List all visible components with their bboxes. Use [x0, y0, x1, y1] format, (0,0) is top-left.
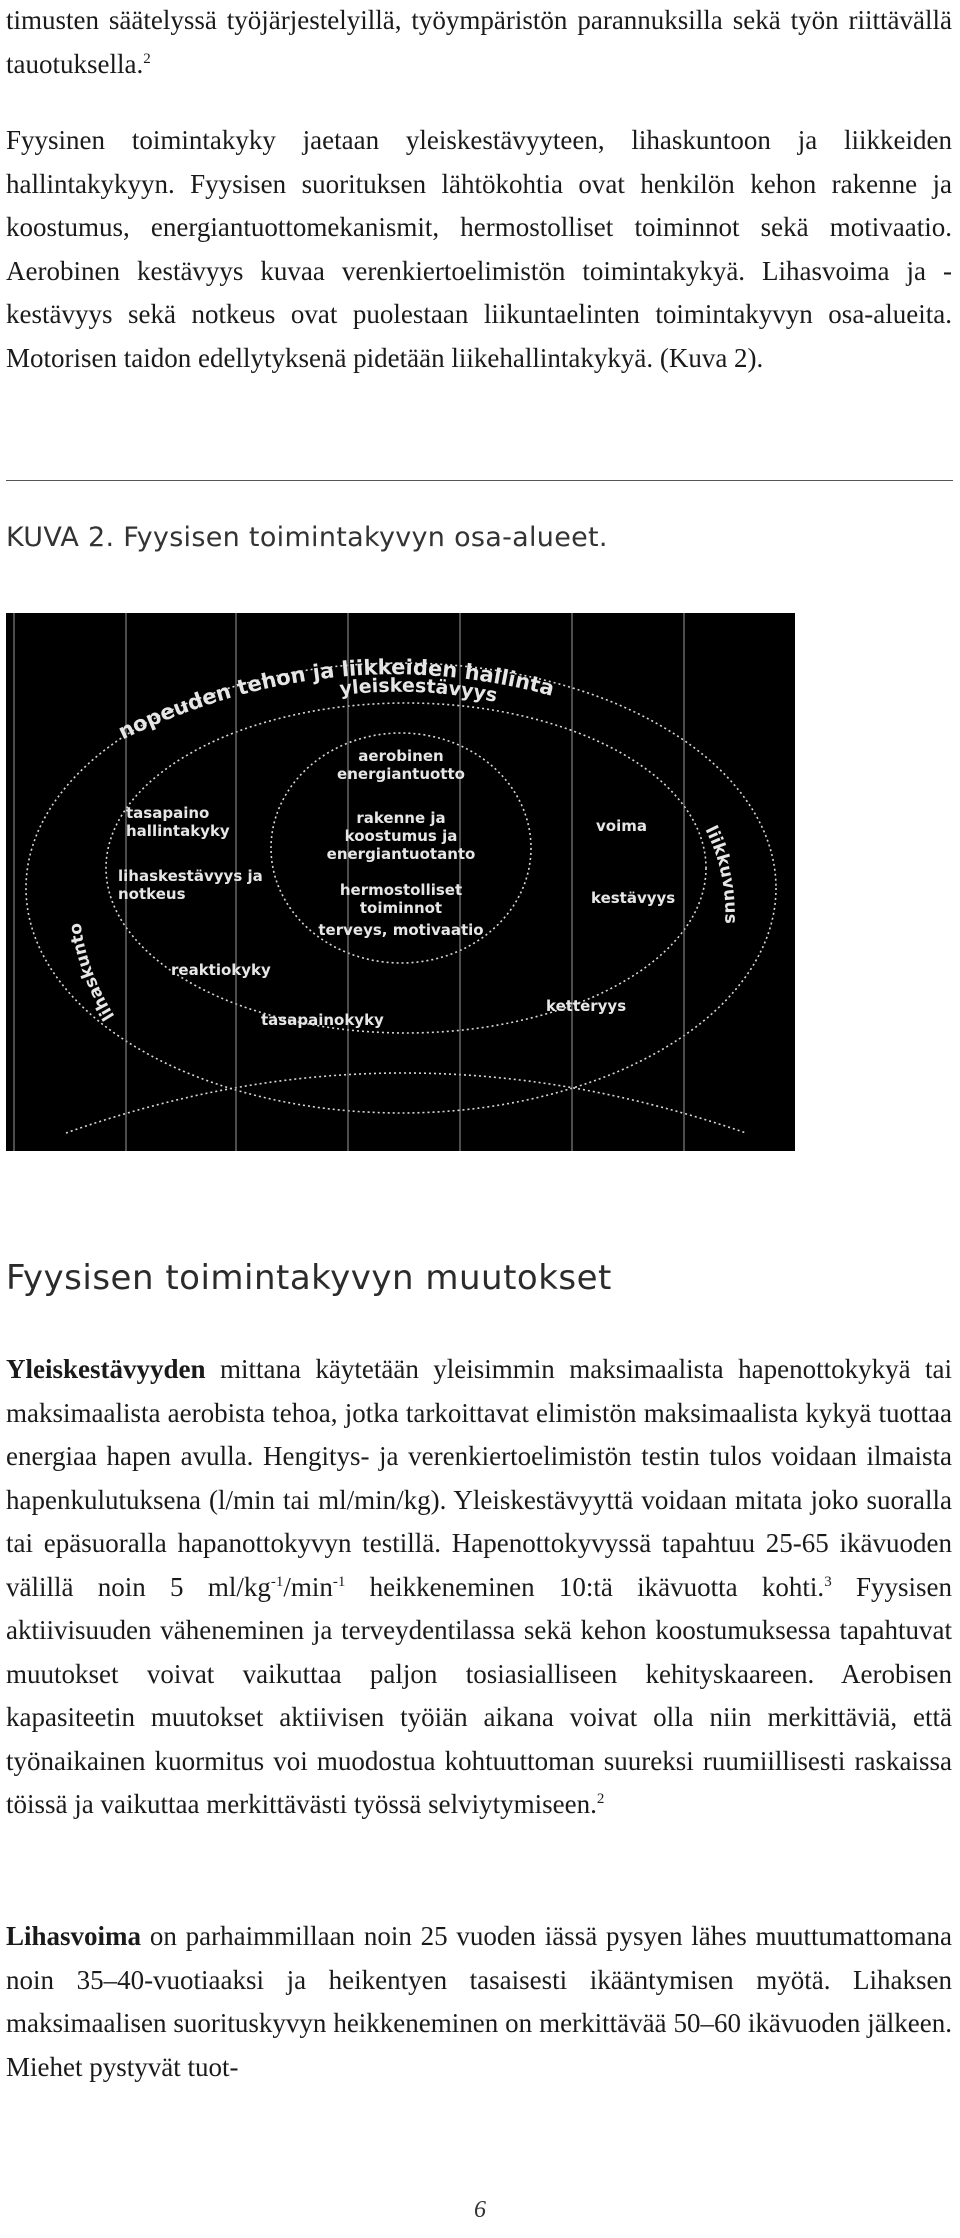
bottom-label: tasapainokyky: [261, 1011, 384, 1029]
core-line: aerobinen: [358, 747, 444, 765]
footnote-ref: 2: [596, 1791, 605, 1807]
right-label: kestävyys: [591, 889, 676, 907]
core-line: rakenne ja: [356, 809, 446, 827]
bottom-label: ketteryys: [546, 997, 627, 1015]
left-label: notkeus: [118, 885, 186, 903]
core-line: terveys, motivaatio: [318, 921, 484, 939]
footnote-ref: 3: [824, 1573, 832, 1590]
right-arc-label: liikkuvuus: [700, 822, 741, 925]
paragraph-lihasvoima: Lihasvoima on parhaimmillaan noin 25 vuoden iässä pysyen lähes muuttumattomana noin 35–40-vuotiaaksi ja heikentyen tasaisesti ikääntymisen myötä. Lihaksen maksimaalisen suorituskyvyn heikkeneminen on merkittävää 50–60 ikävuoden jälkeen. Miehet pystyvät tuot-: [6, 1921, 952, 2082]
bottom-label: reaktiokyky: [171, 961, 271, 979]
figure-diagram: [6, 613, 795, 1151]
left-label: lihaskestävyys ja: [118, 867, 263, 885]
horizontal-rule: [6, 480, 953, 481]
paragraph-yleiskestavyys: Yleiskestävyyden mittana käytetään yleisimmin maksimaalista hapenottokykyä tai maksimaalista aerobista tehoa, jotka tarkoittavat elimistön maksimaalista kykyä tuottaa energiaa hapen avulla. Hengitys- ja verenkiertoelimistön testin tulos voidaan ilmaista hapenkulutuksena (l/min tai ml/min/kg). Yleiskestävyyttä voidaan mitata joko suoralla tai epäsuoralla hapanottokyvyn testillä. Hapenottokyvyssä tapahtuu 25-65 ikävuoden välillä noin 5 $ml/kg^{-1}/\min^{-1}$ heikkeneminen 10:tä ikävuotta kohti.$^3$ Fyysisen aktiivisuuden väheneminen ja terveydentilassa sekä kehon koostumuksessa tapahtuvat muutokset voivat vaikuttaa paljon tosiasialliseen kehityskaareen. Aerobisen kapasiteetin muutokset aktiivisen työiän aikana voivat olla niin merkittäviä, että työnaikainen kuormitus voi muodostua kohtuuttoman suureksi ruumiillisesti raskaissa töissä ja vaikuttaa merkittävästi työssä selviytymiseen.$^2$: [6, 1354, 952, 1819]
left-arc-label: lihaskunto: [65, 921, 120, 1025]
outer-arc-label: nopeuden tehon ja liikkeiden hallinta: [114, 655, 557, 745]
left-label: hallintakyky: [126, 822, 230, 840]
term-lihasvoima: Lihasvoima: [6, 1921, 142, 1951]
page-number: 6: [474, 2197, 486, 2223]
left-label: tasapaino: [126, 804, 210, 822]
core-line: hermostolliset: [339, 881, 463, 899]
core-line: energiantuotto: [337, 765, 465, 783]
intro-paragraph: Fyysinen toimintakyky jaetaan yleiskestävyyteen, lihaskuntoon ja liikkeiden hallintakykyyn. Fyysisen suorituksen lähtökohtia ovat henkilön kehon rakenne ja koostumus, energiantuottomekanismit, hermostolliset toiminnot sekä motivaatio. Aerobinen kestävyys kuvaa verenkiertoelimistön toimintakykyä. Lihasvoima ja -kestävyys sekä notkeus ovat puolestaan liikuntaelinten toimintakyvyn osa-alueita. Motorisen taidon edellytyksenä pidetään liikehallintakykyä. (Kuva 2).: [6, 125, 952, 373]
core-line: toiminnot: [359, 899, 443, 917]
footnote-ref: 2: [143, 50, 151, 67]
intro-paragraph-continued: timusten säätelyssä työjärjestelyillä, työympäristön parannuksilla sekä työn riittävällä tauotuksella.$^2$: [6, 5, 952, 79]
term-yleiskestavyys: Yleiskestävyyden: [6, 1354, 206, 1384]
section-heading: Fyysisen toimintakyvyn muutokset: [6, 1258, 612, 1298]
right-label: voima: [596, 817, 647, 835]
figure-caption: KUVA 2. Fyysisen toimintakyvyn osa-alueet.: [6, 522, 608, 553]
core-line: energiantuotanto: [326, 845, 476, 863]
core-line: koostumus ja: [344, 827, 458, 845]
ring-arc-label: yleiskestävyys: [338, 674, 500, 707]
